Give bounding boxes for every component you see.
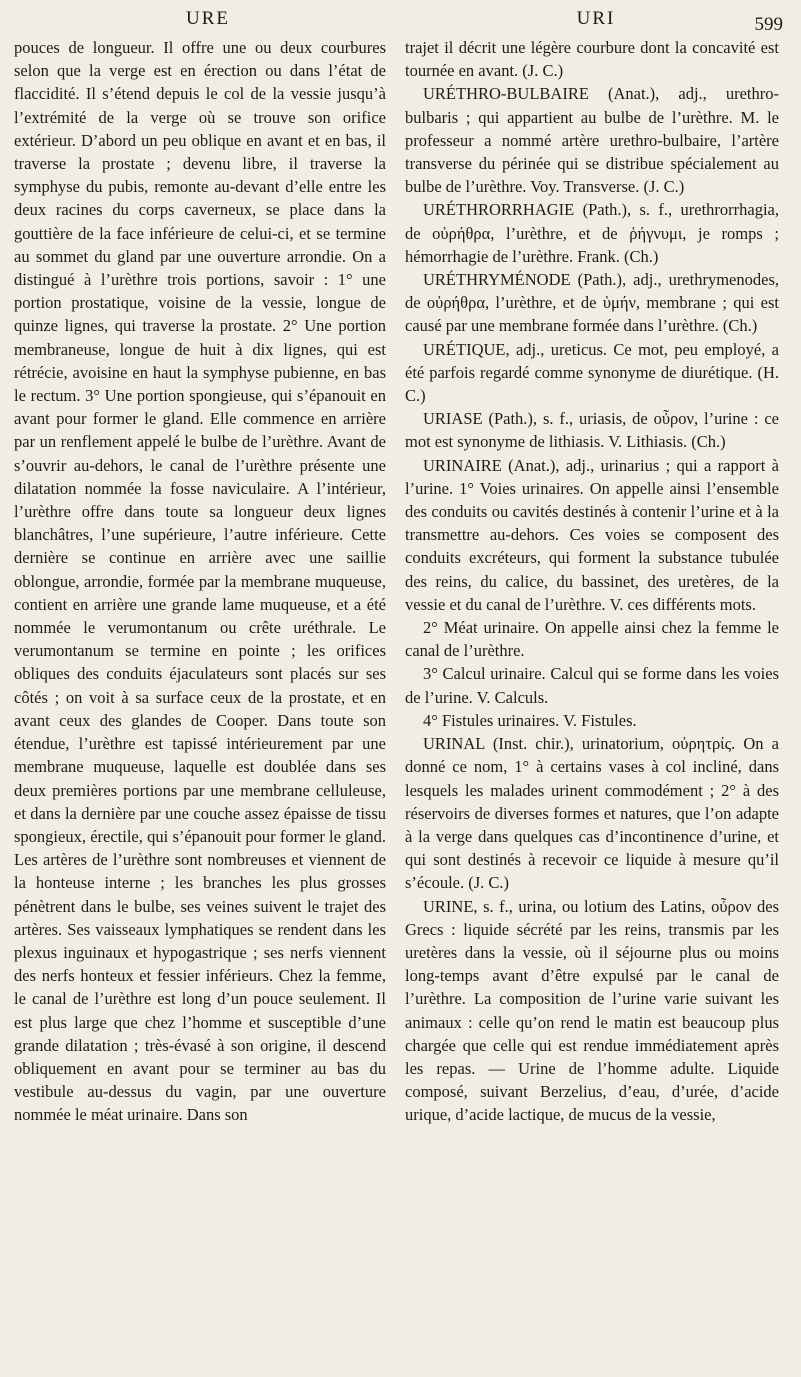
entry-calcul-urinaire: 3° Calcul urinaire. Calcul qui se forme dans les voies de l’urine. V. Calculs. bbox=[405, 664, 779, 707]
entry-urinaire: URINAIRE (Anat.), adj., urinarius ; qui a rapport à l’urine. 1° Voies urinaires. On appelle ainsi l’ensemble des conduits ou cavités destinés à contenir l’urine et à la transmettre au-dehors. Ces voies se composent des conduits excréteurs, qui forment la substance tubulée des reins, du calice, du bassinet, des uretères, de la vessie et du canal de l’urèthre. V. ces différents mots. bbox=[405, 455, 779, 614]
entry-continuation: trajet il décrit une légère courbure dont la concavité est tournée en avant. (J. C.) bbox=[405, 38, 779, 81]
entry-uretique: URÉTIQUE, adj., ureticus. Ce mot, peu employé, a été parfois regardé comme synonyme de diurétique. (H. C.) bbox=[405, 339, 779, 406]
running-head bbox=[18, 6, 783, 36]
entry-urethrymenode: URÉTHRYMÉNODE (Path.), adj., urethrymenodes, de οὐρήθρα, l’urèthre, et de ὑμήν, membrane ; qui est causé par une membrane formée dans l’urèthre. (Ch.) bbox=[405, 270, 779, 336]
entry-urethro-bulbaire: URÉTHRO-BULBAIRE (Anat.), adj., urethro-bulbaris ; qui appartient au bulbe de l’urèthre. M. le professeur a nommé artère urethro-bulbaire, l’artère transverse du périnée qui se distribue spécialement au bulbe de l’urèthre. Voy. Transverse. (J. C.) bbox=[405, 84, 779, 197]
entry-meat-urinaire: 2° Méat urinaire. On appelle ainsi chez la femme le canal de l’urèthre. bbox=[405, 618, 779, 661]
paragraph: pouces de longueur. Il offre une ou deux courbures selon que la verge est en érection ou dans l’état de flaccidité. Il s’étend depuis le col de la vessie jusqu’à l’extrémité de la verge où se trouve son orifice extérieur. D’abord un peu oblique en avant et en bas, il traverse la prostate ; devenu libre, il traverse la symphyse du pubis, remonte au-devant d’elle entre les deux racines du corps caverneux, se place dans la gouttière de la face inférieure de celui-ci, et se termine au sommet du gland par une ouverture arrondie. On a distingué à l’urèthre trois portions, savoir : 1° une portion prostatique, voisine de la vessie, longue de quinze lignes, qui traverse la prostate. 2° Une portion membraneuse, longue de huit à dix lignes, qui est rétrécie, avoisine en haut la symphyse pubienne, en bas le rectum. 3° Une portion spongieuse, qui s’épanouit en avant pour former le gland. Elle commence en arrière par un renflement appelé le bulbe de l’urèthre. Avant de s’ouvrir au-dehors, le canal de l’urèthre présente une dilatation nommée la fosse naviculaire. A l’intérieur, l’urèthre offre dans toute sa longueur deux lignes blanchâtres, l’une supérieure, l’autre inférieure. Cette dernière se continue en arrière avec une saillie oblongue, arrondie, formée par la membrane muqueuse, contient en arrière une grande lame muqueuse, et a été nommée le verumontanum ou crête uréthrale. Le verumontanum se termine en pointe ; les orifices obliques des conduits éjaculateurs sont placés sur ses côtés ; on voit à sa surface ceux de la prostate, et en avant ceux des glandes de Cooper. Dans toute son étendue, l’urèthre est tapissé intérieurement par une membrane muqueuse, laquelle est doublée dans ses deux premières portions par une membrane celluleuse, et dans la dernière par une couche assez épaisse de tissu spongieux, érectile, qui s’épanouit pour former le gland. Les artères de l’urèthre sont nombreuses et viennent de la honteuse interne ; les branches les plus grosses pénètrent dans le bulbe, ses veines suivent le trajet des artères. Ses vaisseaux lymphatiques se rendent dans les plexus inguinaux et hypogastrique ; ses nerfs viennent des nerfs honteux et fessier inférieurs. Chez la femme, le canal de l’urèthre est long d’un pouce seulement. Il est plus large que chez l’homme et susceptible d’une grande dilatation ; très-évasé à son origine, il descend obliquement en avant pour se terminer au bas du vestibule au-dessus du vagin, par une ouverture nommée le méat urinaire. Dans son bbox=[14, 38, 386, 1125]
entry-urine: URINE, s. f., urina, ou lotium des Latins, οὖρον des Grecs : liquide sécrété par les reins, transmis par les uretères dans la vessie, où il séjourne plus ou moins long-temps avant d’être expulsé par le canal de l’urèthre. La composition de l’urine varie suivant les animaux : celle qu’on rend le matin est beaucoup plus chargée que celle qui est rendue immédiatement après les repas. — Urine de l’homme adulte. Liquide composé, suivant Berzelius, d’eau, d’urée, d’acide urique, d’acide lactique, de mucus de la vessie, bbox=[405, 896, 779, 1125]
entry-urethrorrhagie: URÉTHRORRHAGIE (Path.), s. f., urethrorrhagia, de οὐρήθρα, l’urèthre, et de ῥήγνυμι, je romps ; hémorrhagie de l’urèthre. Frank. (Ch.) bbox=[405, 200, 779, 266]
page-number: 599 bbox=[754, 14, 783, 35]
running-head-left-title: URE bbox=[186, 8, 230, 29]
left-column bbox=[14, 36, 386, 1127]
entry-urinal: URINAL (Inst. chir.), urinatorium, οὐρητρίς. On a donné ce nom, 1° à certains vases à col incliné, dans lesquels les malades urinent commodément ; 2° à des réservoirs de diverses formes et natures, que l’on adapte à la verge dans quelques cas d’incontinence d’urine, et qui sont destinés à recevoir ce liquide à mesure qu’il s’écoule. (J. C.) bbox=[405, 734, 779, 893]
right-column bbox=[405, 36, 779, 1127]
entry-uriase: URIASE (Path.), s. f., uriasis, de οὖρον, l’urine : ce mot est synonyme de lithiasis. V. Lithiasis. (Ch.) bbox=[405, 409, 779, 452]
entry-fistules-urinaires: 4° Fistules urinaires. V. Fistules. bbox=[423, 710, 637, 730]
running-head-right-title: URI bbox=[576, 8, 616, 29]
